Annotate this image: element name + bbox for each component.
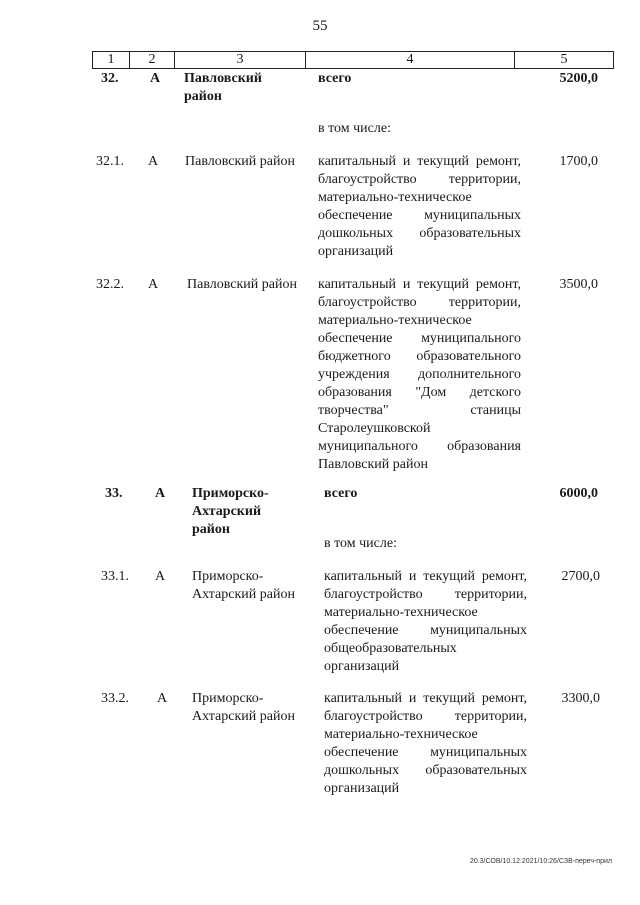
- row-category: А: [155, 486, 166, 501]
- row-amount: 6000,0: [559, 486, 598, 501]
- row-district: Приморско-Ахтарский район: [192, 691, 295, 724]
- row-description: капитальный и текущий ремонт, благоустройство территории, материально-техническое обеспечение муниципальных дошкольных образовательных организаций: [324, 691, 527, 796]
- row-description: всего: [324, 486, 358, 501]
- column-header-3: 3: [175, 52, 306, 69]
- row-amount: 3300,0: [561, 691, 600, 706]
- footer-code: 20.3/СОВ/10.12.2021/10:26/СЗВ-переч-прил: [469, 858, 612, 865]
- subtotal-label: в том числе:: [324, 536, 397, 551]
- column-header-1: 1: [93, 52, 130, 69]
- column-number-header: [92, 51, 614, 69]
- row-amount: 3500,0: [559, 277, 598, 292]
- row-district: Павловский район: [185, 154, 295, 169]
- row-category: А: [148, 154, 159, 169]
- row-number: 32.1.: [96, 154, 124, 169]
- row-number: 33.2.: [101, 691, 129, 706]
- row-number: 33.: [105, 486, 123, 501]
- column-header-4: 4: [306, 52, 515, 69]
- row-amount: 5200,0: [559, 71, 598, 86]
- row-amount: 2700,0: [561, 569, 600, 584]
- row-description: капитальный и текущий ремонт, благоустройство территории, материально-техническое обеспечение муниципальных дошкольных образовательных организаций: [318, 154, 521, 259]
- row-category: А: [157, 691, 168, 706]
- row-description: капитальный и текущий ремонт, благоустройство территории, материально-техническое обеспечение муниципального бюджетного образовательного учреждения дополнительного образования "Дом детского творчества" станицы Старолеушковской муниципального образования Павловский район: [318, 277, 521, 472]
- row-amount: 1700,0: [559, 154, 598, 169]
- row-number: 32.: [101, 71, 119, 86]
- row-description: всего: [318, 71, 352, 86]
- row-district: Приморско-Ахтарский район: [192, 486, 269, 537]
- row-category: А: [155, 569, 166, 584]
- row-description: капитальный и текущий ремонт, благоустройство территории, материально-техническое обеспечение муниципальных общеобразовательных организаций: [324, 569, 527, 674]
- row-district: Павловский район: [184, 71, 262, 104]
- row-category: А: [148, 277, 159, 292]
- column-header-5: 5: [515, 52, 614, 69]
- subtotal-label: в том числе:: [318, 121, 391, 136]
- row-district: Павловский район: [187, 277, 297, 292]
- row-number: 32.2.: [96, 277, 124, 292]
- row-number: 33.1.: [101, 569, 129, 584]
- column-header-2: 2: [130, 52, 175, 69]
- page-number: 55: [312, 18, 328, 34]
- row-district: Приморско-Ахтарский район: [192, 569, 295, 602]
- row-category: А: [150, 71, 161, 86]
